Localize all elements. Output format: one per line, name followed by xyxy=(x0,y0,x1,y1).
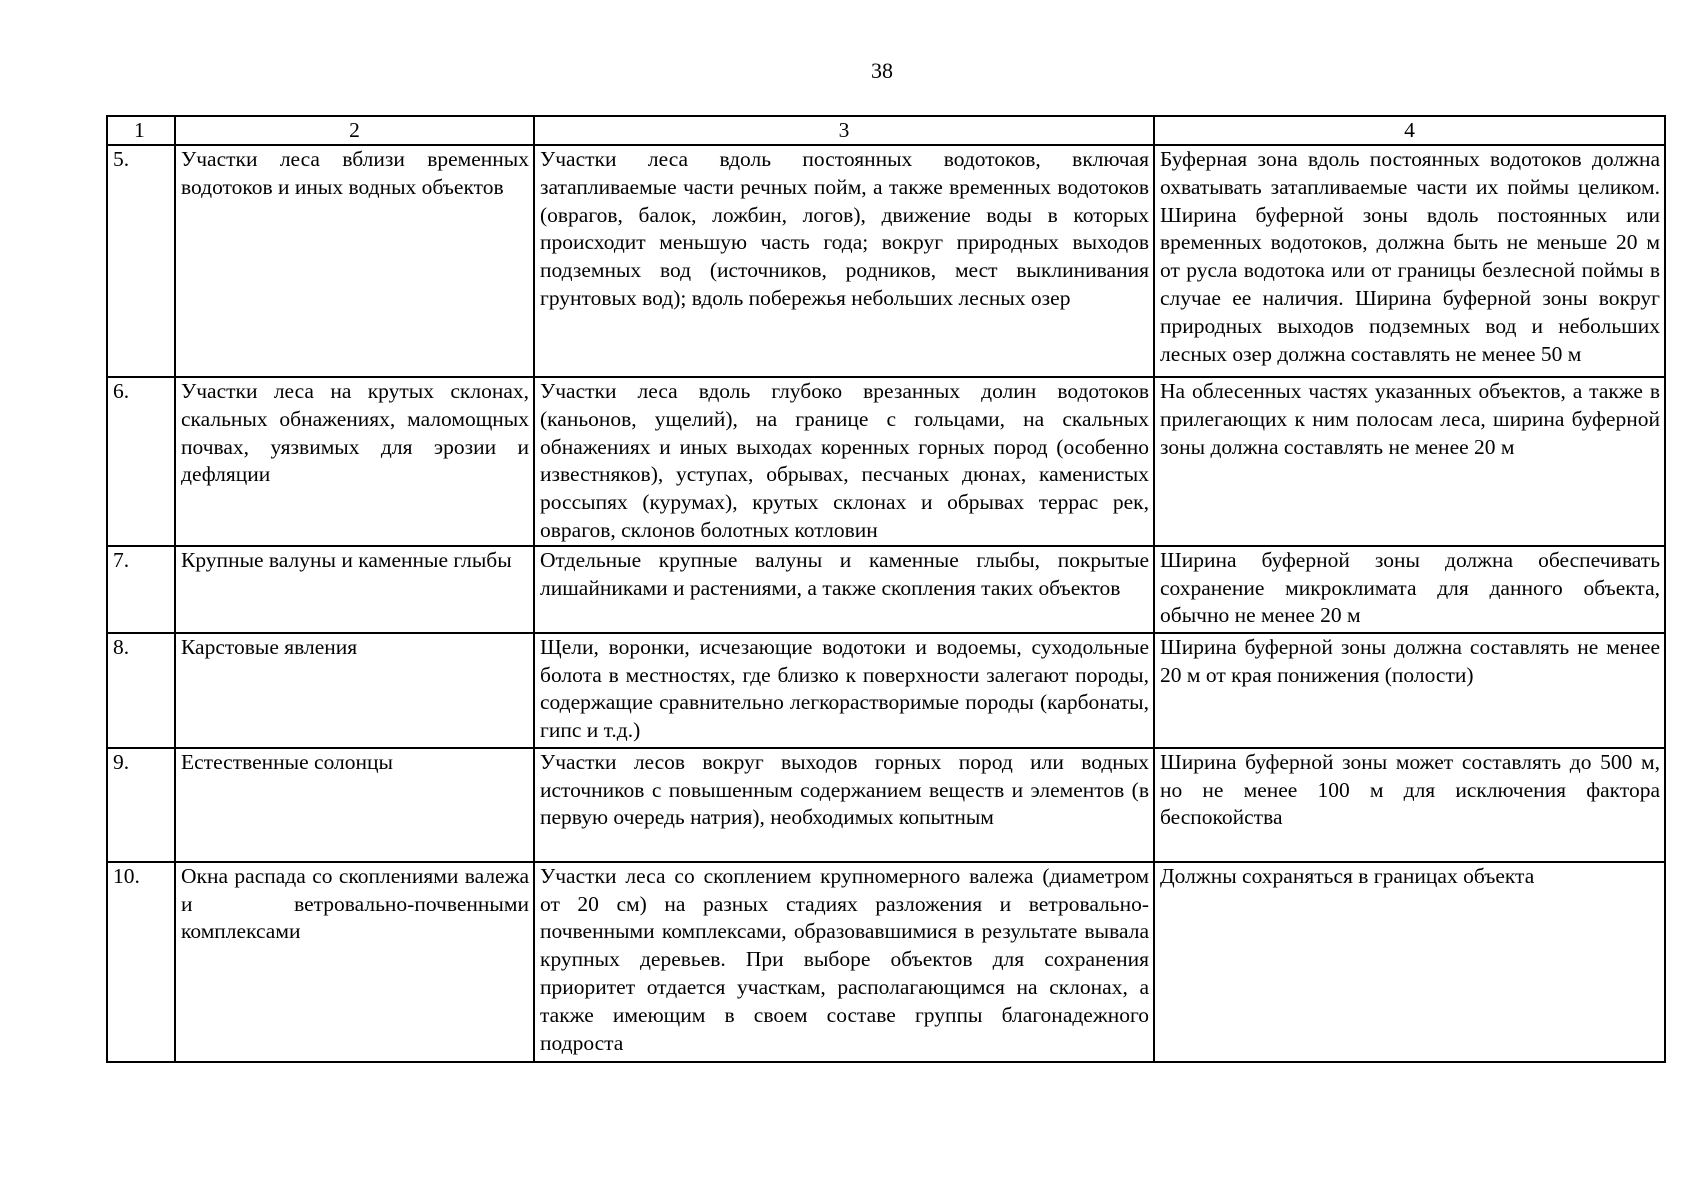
object-name-cell: Карстовые явления xyxy=(175,633,534,748)
buffer-zone-cell: На облесенных частях указанных объектов, а также в прилегающих к ним полосам леса, ширина буферной зоны должна составлять не менее 20 м xyxy=(1154,377,1665,546)
header-cell-3: 3 xyxy=(534,116,1154,145)
document-table xyxy=(106,115,1666,1063)
description-cell: Участки лесов вокруг выходов горных пород или водных источников с повышенным содержанием веществ и элементов (в первую очередь натрия), необходимых копытным xyxy=(534,748,1154,862)
buffer-zone-cell: Ширина буферной зоны должна составлять не менее 20 м от края понижения (полости) xyxy=(1154,633,1665,748)
header-cell-1: 1 xyxy=(107,116,175,145)
table-row xyxy=(107,862,1665,1062)
row-number: 5. xyxy=(107,145,175,377)
table-row xyxy=(107,145,1665,377)
description-cell: Участки леса со скоплением крупномерного валежа (диаметром от 20 см) на разных стадиях разложения и ветровально-почвенными комплексами, образовавшимися в результате вывала крупных деревьев. При выборе объектов для сохранения приоритет отдается участкам, располагающимся на склонах, а также имеющим в своем составе группы благонадежного подроста xyxy=(534,862,1154,1062)
header-cell-2: 2 xyxy=(175,116,534,145)
object-name-cell: Крупные валуны и каменные глыбы xyxy=(175,546,534,633)
row-number: 9. xyxy=(107,748,175,862)
table-row xyxy=(107,377,1665,546)
description-cell: Участки леса вдоль постоянных водотоков, включая затапливаемые части речных пойм, а также временных водотоков (оврагов, балок, ложбин, логов), движение воды в которых происходит меньшую часть года; вокруг природных выходов подземных вод (источников, родников, мест выклинивания грунтовых вод); вдоль побережья небольших лесных озер xyxy=(534,145,1154,377)
object-name-cell: Участки леса на крутых склонах, скальных обнажениях, маломощных почвах, уязвимых для эрозии и дефляции xyxy=(175,377,534,546)
buffer-zone-cell: Буферная зона вдоль постоянных водотоков должна охватывать затапливаемые части их поймы целиком. Ширина буферной зоны вдоль постоянных или временных водотоков, должна быть не меньше 20 м от русла водотока или от границы безлесной поймы в случае ее наличия. Ширина буферной зоны вокруг природных выходов подземных вод и небольших лесных озер должна составлять не менее 50 м xyxy=(1154,145,1665,377)
table-row xyxy=(107,748,1665,862)
row-number: 8. xyxy=(107,633,175,748)
buffer-zone-cell: Ширина буферной зоны должна обеспечивать сохранение микроклимата для данного объекта, обычно не менее 20 м xyxy=(1154,546,1665,633)
buffer-zone-cell: Должны сохраняться в границах объекта xyxy=(1154,862,1665,1062)
row-number: 7. xyxy=(107,546,175,633)
row-number: 10. xyxy=(107,862,175,1062)
table-row xyxy=(107,546,1665,633)
page-number: 38 xyxy=(871,58,893,83)
object-name-cell: Естественные солонцы xyxy=(175,748,534,862)
table-header-row xyxy=(107,116,1665,145)
object-name-cell: Окна распада со скоплениями валежа и ветровально-почвенными комплексами xyxy=(175,862,534,1062)
row-number: 6. xyxy=(107,377,175,546)
header-cell-4: 4 xyxy=(1154,116,1665,145)
object-name-cell: Участки леса вблизи временных водотоков и иных водных объектов xyxy=(175,145,534,377)
description-cell: Отдельные крупные валуны и каменные глыбы, покрытые лишайниками и растениями, а также скопления таких объектов xyxy=(534,546,1154,633)
buffer-zone-cell: Ширина буферной зоны может составлять до 500 м, но не менее 100 м для исключения фактора беспокойства xyxy=(1154,748,1665,862)
description-cell: Участки леса вдоль глубоко врезанных долин водотоков (каньонов, ущелий), на границе с гольцами, на скальных обнажениях и иных выходах коренных горных пород (особенно известняков), уступах, обрывах, песчаных дюнах, каменистых россыпях (курумах), крутых склонах и обрывах террас рек, оврагов, склонов болотных котловин xyxy=(534,377,1154,546)
description-cell: Щели, воронки, исчезающие водотоки и водоемы, суходольные болота в местностях, где близко к поверхности залегают породы, содержащие сравнительно легкорастворимые породы (карбонаты, гипс и т.д.) xyxy=(534,633,1154,748)
table-row xyxy=(107,633,1665,748)
